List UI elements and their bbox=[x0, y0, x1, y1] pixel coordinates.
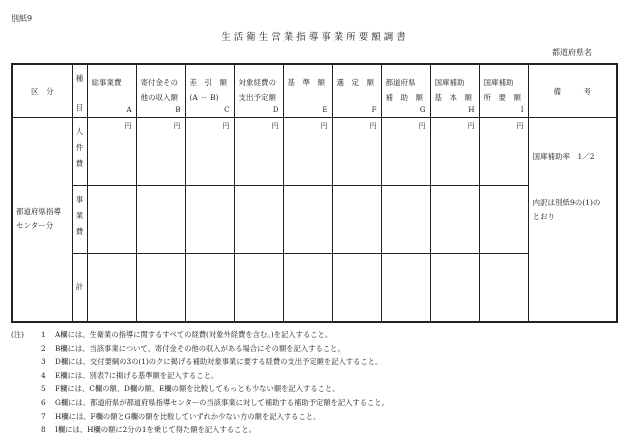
kind-personnel: 人 件 費 bbox=[72, 118, 87, 186]
cell-a bbox=[87, 254, 136, 322]
note-item: (注) 1 A欄には、生衛業の指導に関するすべての経費(対象外経費を含む。)を記入すること。 bbox=[11, 330, 333, 339]
table-row-project bbox=[12, 186, 617, 254]
remark-breakdown-1: 内訳は別紙9の(1)の bbox=[532, 198, 601, 207]
cell-e bbox=[283, 254, 332, 322]
cell-c bbox=[185, 186, 234, 254]
cell-e bbox=[283, 186, 332, 254]
note-item: 7 H欄には、F欄の額とG欄の額を比較していずれか少ない方の額を記入すること。 bbox=[41, 411, 321, 421]
cell-h: 円 bbox=[430, 118, 479, 186]
note-item: 8 I欄には、H欄の額に2分の1を乗じて得た額を記入すること。 bbox=[41, 425, 256, 435]
shumoku-bottom: 目 bbox=[75, 103, 84, 112]
cell-g: 円 bbox=[381, 118, 430, 186]
cell-b bbox=[136, 254, 185, 322]
cell-e: 円 bbox=[283, 118, 332, 186]
header-col-f: 選 定 額 F bbox=[332, 64, 381, 118]
kind-project: 事 業 費 bbox=[72, 186, 87, 254]
header-col-i: 国庫補助 所 要 額 I bbox=[479, 64, 528, 118]
cell-f bbox=[332, 186, 381, 254]
cell-g bbox=[381, 186, 430, 254]
header-col-g: 都道府県 補 助 額 G bbox=[381, 64, 430, 118]
note-item: 6 G欄には、都道府県が都道府県指導センターの当該事業に対して補助する補助予定額を記入すること。 bbox=[41, 397, 389, 407]
remark-subsidy-rate: 国庫補助率 1／2 bbox=[532, 152, 595, 161]
cell-f bbox=[332, 254, 381, 322]
remark-breakdown-2: とおり bbox=[532, 212, 555, 221]
table-row-total bbox=[12, 254, 617, 322]
note-item: 5 F欄には、C欄の額、D欄の額、E欄の額を比較してもっとも少ない額を記入すること。 bbox=[41, 384, 340, 394]
header-col-d: 対象経費の 支出予定額 D bbox=[234, 64, 283, 118]
cell-h bbox=[430, 254, 479, 322]
header-row bbox=[12, 64, 617, 118]
cell-i: 円 bbox=[479, 118, 528, 186]
header-kubun: 区 分 bbox=[12, 64, 72, 118]
header-biko: 備 考 bbox=[528, 64, 617, 118]
remarks-cell bbox=[528, 118, 617, 322]
header-col-e: 基 準 額 E bbox=[283, 64, 332, 118]
cell-h bbox=[430, 186, 479, 254]
budget-table bbox=[11, 63, 618, 323]
notes-section bbox=[11, 328, 389, 437]
note-item: 4 E欄には、別表7に掲げる基準額を記入すること。 bbox=[41, 370, 219, 380]
form-number: 別紙9 bbox=[11, 14, 33, 23]
kind-total: 計 bbox=[72, 254, 87, 322]
header-col-a: 総事業費 A bbox=[87, 64, 136, 118]
shumoku-top: 種 bbox=[75, 74, 84, 83]
cell-g bbox=[381, 254, 430, 322]
header-col-b: 寄付金その 他の収入額 B bbox=[136, 64, 185, 118]
header-col-c: 差 引 額 (A － B) C bbox=[185, 64, 234, 118]
header-shumoku bbox=[72, 64, 87, 118]
cell-i bbox=[479, 186, 528, 254]
cell-d bbox=[234, 254, 283, 322]
cell-a bbox=[87, 186, 136, 254]
note-item: 3 D欄には、交付要綱の3の(1)のクに掲げる補助対象事業に要する経費の支出予定額を記入すること。 bbox=[41, 357, 383, 367]
cell-i bbox=[479, 254, 528, 322]
cell-a: 円 bbox=[87, 118, 136, 186]
cell-b: 円 bbox=[136, 118, 185, 186]
prefecture-name-label: 都道府県名 bbox=[552, 48, 592, 57]
note-item: 2 B欄には、当該事業について、寄付金その他の収入がある場合にその額を記入すること。 bbox=[41, 343, 345, 353]
cell-c: 円 bbox=[185, 118, 234, 186]
region-cell: 都道府県指導 センター分 bbox=[12, 118, 72, 322]
cell-b bbox=[136, 186, 185, 254]
cell-c bbox=[185, 254, 234, 322]
header-col-h: 国庫補助 基 本 額 H bbox=[430, 64, 479, 118]
cell-d: 円 bbox=[234, 118, 283, 186]
cell-d bbox=[234, 186, 283, 254]
table-row-personnel bbox=[12, 118, 617, 186]
cell-f: 円 bbox=[332, 118, 381, 186]
document-title: 生活衛生営業指導事業所要額調書 bbox=[221, 32, 409, 43]
